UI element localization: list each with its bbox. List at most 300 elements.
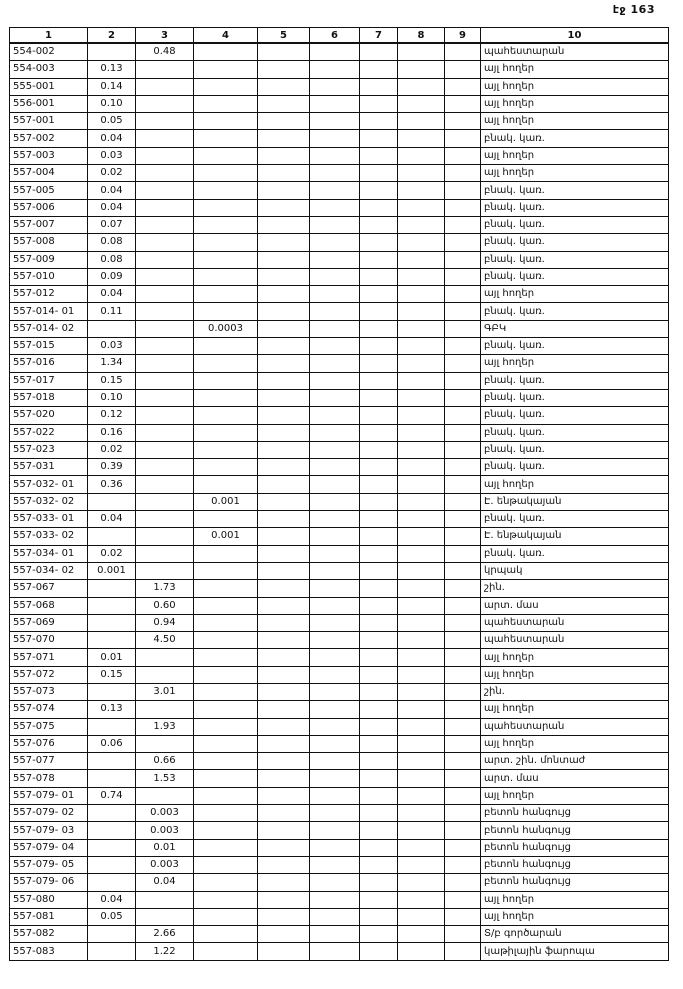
area-col4-cell [194, 113, 258, 130]
empty-cell [310, 545, 360, 562]
empty-cell [398, 286, 445, 303]
area-col2-cell [88, 683, 136, 700]
area-col2-cell [88, 839, 136, 856]
area-col4-cell [194, 165, 258, 182]
empty-cell [398, 822, 445, 839]
empty-cell [445, 355, 481, 372]
empty-cell [258, 666, 310, 683]
empty-cell [310, 476, 360, 493]
empty-cell [398, 43, 445, 61]
parcel-code-cell: 555-001 [10, 78, 88, 95]
empty-cell [258, 701, 310, 718]
column-header: 2 [88, 28, 136, 44]
empty-cell [398, 78, 445, 95]
empty-cell [310, 874, 360, 891]
table-row [10, 787, 669, 804]
empty-cell [398, 95, 445, 112]
empty-cell [445, 338, 481, 355]
area-col4-cell [194, 822, 258, 839]
parcel-code-cell: 557-014- 01 [10, 303, 88, 320]
area-col4-cell [194, 718, 258, 735]
empty-cell [398, 580, 445, 597]
area-col2-cell: 0.001 [88, 562, 136, 579]
parcel-code-cell: 557-033- 01 [10, 511, 88, 528]
empty-cell [258, 441, 310, 458]
area-col2-cell [88, 320, 136, 337]
empty-cell [398, 874, 445, 891]
area-col3-cell [136, 95, 194, 112]
empty-cell [310, 856, 360, 873]
table-row [10, 528, 669, 545]
empty-cell [360, 856, 398, 873]
empty-cell [310, 216, 360, 233]
area-col2-cell: 0.06 [88, 735, 136, 752]
empty-cell [258, 355, 310, 372]
empty-cell [360, 649, 398, 666]
table-row [10, 372, 669, 389]
area-col4-cell [194, 943, 258, 960]
land-use-cell: այլ հողեր [481, 891, 669, 908]
empty-cell [310, 130, 360, 147]
parcel-code-cell: 557-023 [10, 441, 88, 458]
table-row [10, 147, 669, 164]
area-col3-cell [136, 562, 194, 579]
area-col2-cell [88, 753, 136, 770]
empty-cell [258, 891, 310, 908]
land-use-cell: Տ/բ գործարան [481, 926, 669, 943]
empty-cell [398, 666, 445, 683]
empty-cell [310, 787, 360, 804]
parcel-code-cell: 557-071 [10, 649, 88, 666]
empty-cell [445, 199, 481, 216]
table-row [10, 597, 669, 614]
area-col2-cell: 0.02 [88, 165, 136, 182]
area-col3-cell [136, 649, 194, 666]
table-row [10, 182, 669, 199]
empty-cell [398, 770, 445, 787]
empty-cell [360, 216, 398, 233]
empty-cell [445, 649, 481, 666]
empty-cell [360, 476, 398, 493]
area-col3-cell: 1.53 [136, 770, 194, 787]
area-col3-cell [136, 130, 194, 147]
area-col4-cell [194, 268, 258, 285]
empty-cell [445, 286, 481, 303]
area-col4-cell [194, 614, 258, 631]
area-col4-cell [194, 753, 258, 770]
empty-cell [398, 251, 445, 268]
empty-cell [445, 874, 481, 891]
empty-cell [258, 770, 310, 787]
table-row [10, 856, 669, 873]
empty-cell [398, 165, 445, 182]
empty-cell [258, 372, 310, 389]
area-col2-cell: 0.13 [88, 61, 136, 78]
empty-cell [445, 666, 481, 683]
table-row [10, 234, 669, 251]
empty-cell [398, 943, 445, 960]
area-col2-cell: 0.04 [88, 199, 136, 216]
table-header-row [10, 28, 669, 44]
empty-cell [360, 891, 398, 908]
land-use-cell: շին. [481, 683, 669, 700]
area-col4-cell [194, 130, 258, 147]
empty-cell [310, 614, 360, 631]
area-col2-cell: 0.07 [88, 216, 136, 233]
empty-cell [310, 943, 360, 960]
parcel-code-cell: 557-070 [10, 632, 88, 649]
area-col3-cell: 0.94 [136, 614, 194, 631]
table-row [10, 130, 669, 147]
area-col3-cell [136, 407, 194, 424]
table-row [10, 545, 669, 562]
land-use-cell: կրպակ [481, 562, 669, 579]
column-header: 3 [136, 28, 194, 44]
table-row [10, 908, 669, 925]
empty-cell [445, 268, 481, 285]
table-row [10, 770, 669, 787]
table-row [10, 926, 669, 943]
land-use-cell: այլ հողեր [481, 649, 669, 666]
empty-cell [445, 701, 481, 718]
land-use-cell: պահեստարան [481, 43, 669, 61]
table-row [10, 632, 669, 649]
empty-cell [398, 926, 445, 943]
parcel-code-cell: 557-083 [10, 943, 88, 960]
land-use-cell: բնակ. կառ. [481, 251, 669, 268]
area-col2-cell: 0.10 [88, 95, 136, 112]
empty-cell [258, 683, 310, 700]
empty-cell [445, 372, 481, 389]
parcel-code-cell: 557-032- 01 [10, 476, 88, 493]
column-header: 1 [10, 28, 88, 44]
area-col4-cell [194, 78, 258, 95]
empty-cell [360, 493, 398, 510]
parcel-code-cell: 557-009 [10, 251, 88, 268]
area-col2-cell: 0.01 [88, 649, 136, 666]
empty-cell [310, 78, 360, 95]
area-col3-cell: 0.003 [136, 856, 194, 873]
empty-cell [258, 234, 310, 251]
area-col2-cell [88, 43, 136, 61]
area-col3-cell [136, 372, 194, 389]
area-col4-cell [194, 562, 258, 579]
empty-cell [360, 130, 398, 147]
area-col4-cell: 0.0003 [194, 320, 258, 337]
empty-cell [310, 61, 360, 78]
table-row [10, 61, 669, 78]
empty-cell [310, 147, 360, 164]
land-use-cell: բետոն հանգույց [481, 805, 669, 822]
area-col2-cell: 0.04 [88, 286, 136, 303]
table-body [10, 43, 669, 960]
parcel-code-cell: 557-067 [10, 580, 88, 597]
empty-cell [310, 908, 360, 925]
area-col2-cell: 0.03 [88, 147, 136, 164]
empty-cell [258, 476, 310, 493]
parcel-code-cell: 557-076 [10, 735, 88, 752]
area-col3-cell [136, 459, 194, 476]
area-col2-cell: 0.16 [88, 424, 136, 441]
parcel-code-cell: 557-079- 06 [10, 874, 88, 891]
empty-cell [258, 338, 310, 355]
area-col2-cell: 0.15 [88, 372, 136, 389]
area-col4-cell [194, 303, 258, 320]
empty-cell [360, 666, 398, 683]
empty-cell [310, 441, 360, 458]
area-col2-cell [88, 718, 136, 735]
empty-cell [360, 511, 398, 528]
empty-cell [360, 43, 398, 61]
empty-cell [360, 753, 398, 770]
area-col3-cell [136, 251, 194, 268]
area-col4-cell [194, 182, 258, 199]
empty-cell [360, 78, 398, 95]
empty-cell [310, 286, 360, 303]
area-col4-cell [194, 459, 258, 476]
empty-cell [258, 216, 310, 233]
area-col3-cell: 0.003 [136, 805, 194, 822]
area-col3-cell [136, 389, 194, 406]
land-use-cell: այլ հողեր [481, 61, 669, 78]
land-use-cell: այլ հողեր [481, 95, 669, 112]
land-use-cell: այլ հողեր [481, 78, 669, 95]
parcel-code-cell: 557-069 [10, 614, 88, 631]
area-col4-cell [194, 355, 258, 372]
empty-cell [445, 43, 481, 61]
land-use-cell: Է. ենթակայան [481, 528, 669, 545]
land-use-cell: այլ հողեր [481, 787, 669, 804]
land-use-cell: բնակ. կառ. [481, 130, 669, 147]
area-col3-cell [136, 61, 194, 78]
column-header: 7 [360, 28, 398, 44]
empty-cell [310, 580, 360, 597]
empty-cell [360, 268, 398, 285]
area-col2-cell: 0.10 [88, 389, 136, 406]
parcel-code-cell: 557-002 [10, 130, 88, 147]
area-col4-cell [194, 389, 258, 406]
empty-cell [445, 580, 481, 597]
table-row [10, 683, 669, 700]
empty-cell [398, 735, 445, 752]
area-col4-cell [194, 216, 258, 233]
empty-cell [258, 303, 310, 320]
empty-cell [310, 649, 360, 666]
area-col3-cell [136, 338, 194, 355]
empty-cell [445, 822, 481, 839]
area-col4-cell [194, 735, 258, 752]
empty-cell [445, 441, 481, 458]
empty-cell [445, 251, 481, 268]
empty-cell [310, 683, 360, 700]
empty-cell [360, 874, 398, 891]
empty-cell [258, 199, 310, 216]
land-use-cell: բնակ. կառ. [481, 441, 669, 458]
land-use-cell: պահեստարան [481, 632, 669, 649]
empty-cell [360, 718, 398, 735]
empty-cell [445, 735, 481, 752]
empty-cell [398, 787, 445, 804]
table-row [10, 286, 669, 303]
area-col2-cell [88, 943, 136, 960]
land-use-cell: բնակ. կառ. [481, 372, 669, 389]
empty-cell [360, 632, 398, 649]
empty-cell [398, 372, 445, 389]
area-col3-cell [136, 78, 194, 95]
empty-cell [445, 787, 481, 804]
empty-cell [398, 113, 445, 130]
table-row [10, 199, 669, 216]
empty-cell [445, 926, 481, 943]
empty-cell [445, 165, 481, 182]
empty-cell [310, 303, 360, 320]
empty-cell [258, 78, 310, 95]
empty-cell [258, 528, 310, 545]
area-col4-cell [194, 597, 258, 614]
land-use-cell: այլ հողեր [481, 735, 669, 752]
table-row [10, 511, 669, 528]
area-col3-cell: 0.01 [136, 839, 194, 856]
empty-cell [360, 614, 398, 631]
empty-cell [398, 407, 445, 424]
empty-cell [398, 441, 445, 458]
empty-cell [258, 856, 310, 873]
parcel-code-cell: 557-033- 02 [10, 528, 88, 545]
table-row [10, 805, 669, 822]
empty-cell [258, 562, 310, 579]
area-col2-cell [88, 770, 136, 787]
column-header: 10 [481, 28, 669, 44]
column-header: 5 [258, 28, 310, 44]
land-use-cell: այլ հողեր [481, 666, 669, 683]
empty-cell [360, 286, 398, 303]
parcel-code-cell: 557-022 [10, 424, 88, 441]
area-col2-cell [88, 926, 136, 943]
empty-cell [258, 649, 310, 666]
table-row [10, 614, 669, 631]
parcel-code-cell: 557-079- 02 [10, 805, 88, 822]
table-row [10, 441, 669, 458]
table-row [10, 216, 669, 233]
land-use-cell: այլ հողեր [481, 147, 669, 164]
empty-cell [398, 303, 445, 320]
area-col3-cell: 1.73 [136, 580, 194, 597]
area-col2-cell [88, 632, 136, 649]
table-row [10, 165, 669, 182]
land-use-cell: այլ հողեր [481, 701, 669, 718]
empty-cell [310, 632, 360, 649]
area-col4-cell: 0.001 [194, 528, 258, 545]
empty-cell [310, 891, 360, 908]
empty-cell [258, 113, 310, 130]
area-col3-cell [136, 424, 194, 441]
parcel-code-cell: 557-072 [10, 666, 88, 683]
land-use-cell: կաթիլային ֆարոպա [481, 943, 669, 960]
empty-cell [445, 234, 481, 251]
table-row [10, 251, 669, 268]
area-col2-cell: 0.04 [88, 182, 136, 199]
area-col3-cell [136, 268, 194, 285]
area-col3-cell [136, 545, 194, 562]
empty-cell [398, 632, 445, 649]
empty-cell [445, 511, 481, 528]
land-use-cell: բնակ. կառ. [481, 182, 669, 199]
empty-cell [258, 908, 310, 925]
empty-cell [398, 424, 445, 441]
empty-cell [445, 389, 481, 406]
land-use-cell: Է. ենթակայան [481, 493, 669, 510]
table-row [10, 320, 669, 337]
empty-cell [258, 822, 310, 839]
empty-cell [258, 632, 310, 649]
land-use-cell: պահեստարան [481, 718, 669, 735]
empty-cell [258, 182, 310, 199]
area-col4-cell [194, 891, 258, 908]
area-col4-cell [194, 251, 258, 268]
parcel-code-cell: 557-031 [10, 459, 88, 476]
empty-cell [398, 805, 445, 822]
empty-cell [310, 165, 360, 182]
empty-cell [258, 43, 310, 61]
area-col2-cell: 0.02 [88, 441, 136, 458]
area-col3-cell [136, 891, 194, 908]
parcel-code-cell: 557-079- 04 [10, 839, 88, 856]
area-col3-cell [136, 286, 194, 303]
area-col4-cell [194, 147, 258, 164]
area-col3-cell [136, 476, 194, 493]
empty-cell [398, 61, 445, 78]
area-col2-cell: 0.04 [88, 130, 136, 147]
empty-cell [360, 389, 398, 406]
empty-cell [360, 597, 398, 614]
area-col2-cell: 0.05 [88, 113, 136, 130]
empty-cell [258, 511, 310, 528]
area-col4-cell [194, 839, 258, 856]
empty-cell [310, 805, 360, 822]
area-col2-cell: 0.15 [88, 666, 136, 683]
empty-cell [445, 683, 481, 700]
empty-cell [258, 597, 310, 614]
empty-cell [398, 908, 445, 925]
parcel-code-cell: 557-074 [10, 701, 88, 718]
empty-cell [398, 511, 445, 528]
area-col2-cell: 0.14 [88, 78, 136, 95]
empty-cell [398, 338, 445, 355]
area-col4-cell [194, 908, 258, 925]
empty-cell [258, 839, 310, 856]
area-col2-cell: 0.36 [88, 476, 136, 493]
empty-cell [310, 718, 360, 735]
empty-cell [258, 407, 310, 424]
empty-cell [310, 735, 360, 752]
empty-cell [360, 355, 398, 372]
empty-cell [398, 545, 445, 562]
parcel-code-cell: 557-032- 02 [10, 493, 88, 510]
land-use-cell: բնակ. կառ. [481, 424, 669, 441]
empty-cell [398, 701, 445, 718]
table-row [10, 493, 669, 510]
empty-cell [445, 182, 481, 199]
area-col3-cell [136, 199, 194, 216]
empty-cell [258, 735, 310, 752]
empty-cell [258, 251, 310, 268]
empty-cell [360, 147, 398, 164]
area-col4-cell [194, 407, 258, 424]
table-row [10, 389, 669, 406]
empty-cell [360, 545, 398, 562]
column-header: 4 [194, 28, 258, 44]
area-col3-cell [136, 511, 194, 528]
